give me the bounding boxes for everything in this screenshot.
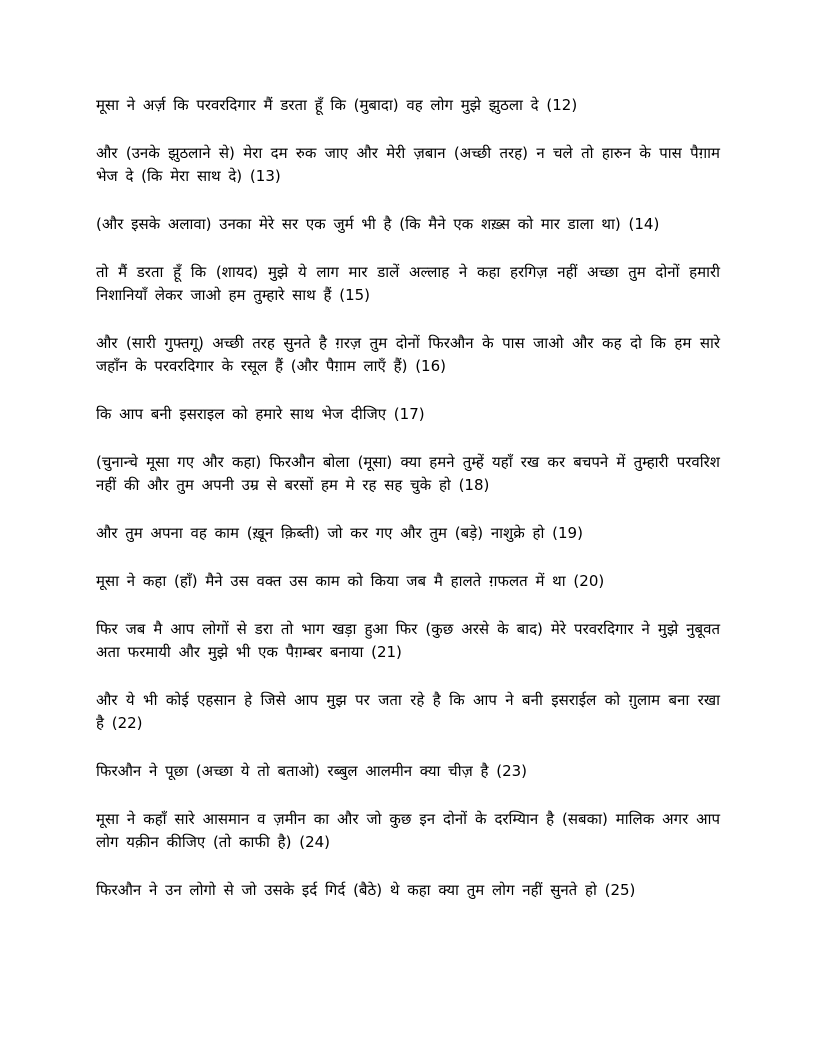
paragraph-verse-19: और तुम अपना वह काम (ख़ून क़िब्ती) जो कर गए और तुम (बड़े) नाशुक्रे हो (19) <box>96 524 583 542</box>
paragraph-verse-25: फिरऔन ने उन लोगो से जो उसके इर्द गिर्द (बैठे) थे कहा क्या तुम लोग नहीं सुनते हो (25) <box>96 881 636 899</box>
document-body <box>96 94 720 927</box>
paragraph-verse-23: फिरऔन ने पूछा (अच्छा ये तो बताओ) रब्बुल आलमीन क्या चीज़ है (23) <box>96 762 528 780</box>
paragraph-verse-16: और (सारी गुफ्तगू) अच्छी तरह सुनते है ग़रज़ तुम दोनों फिरऔन के पास जाओ और कह दो कि हम सारे जहाँन के परवरदिगार के रसूल हैं (और पैग़ाम लाएँ हैं) (16) <box>96 334 720 375</box>
paragraph-verse-20: मूसा ने कहा (हाँ) मैने उस वक्त उस काम को किया जब मै हालते ग़फलत में था (20) <box>96 572 605 590</box>
paragraph-verse-13: और (उनके झुठलाने से) मेरा दम रुक जाए और मेरी ज़बान (अच्छी तरह) न चले तो हारुन के पास पैग़ाम भेज दे (कि मेरा साथ दे) (13) <box>96 144 720 185</box>
paragraph-verse-21: फिर जब मै आप लोगों से डरा तो भाग खड़ा हुआ फिर (कुछ अरसे के बाद) मेरे परवरदिगार ने मुझे नुबूवत अता फरमायी और मुझे भी एक पैग़म्बर बनाया (21) <box>96 620 720 661</box>
paragraph-verse-24: मूसा ने कहाँ सारे आसमान व ज़मीन का और जो कुछ इन दोनों के दरम्यिान है (सबका) मालिक अगर आप लोग यक़ीन कीजिए (तो काफी है) (24) <box>96 810 720 851</box>
paragraph-verse-14: (और इसके अलावा) उनका मेरे सर एक जुर्म भी है (कि मैने एक शख़्स को मार डाला था) (14) <box>96 215 660 233</box>
paragraph-verse-15: तो मैं डरता हूँ कि (शायद) मुझे ये लाग मार डालें अल्लाह ने कहा हरगिज़ नहीं अच्छा तुम दोनों हमारी निशानियाँ लेकर जाओ हम तुम्हारे साथ हैं (15) <box>96 263 720 304</box>
paragraph-verse-12: मूसा ने अर्ज़ कि परवरदिगार मैं डरता हूँ कि (मुबादा) वह लोग मुझे झुठला दे (12) <box>96 96 578 114</box>
paragraph-verse-18: (चुनान्चे मूसा गए और कहा) फिरऔन बोला (मूसा) क्या हमने तुम्हें यहाँ रख कर बचपने में तुम्हारी परवरिश नहीं की और तुम अपनी उम्र से बरसों हम मे रह सह चुके हो (18) <box>96 453 720 494</box>
paragraph-verse-17: कि आप बनी इसराइल को हमारे साथ भेज दीजिए (17) <box>96 405 425 423</box>
paragraph-verse-22: और ये भी कोई एहसान हे जिसे आप मुझ पर जता रहे है कि आप ने बनी इसराईल को ग़ुलाम बना रखा है (22) <box>96 691 720 732</box>
